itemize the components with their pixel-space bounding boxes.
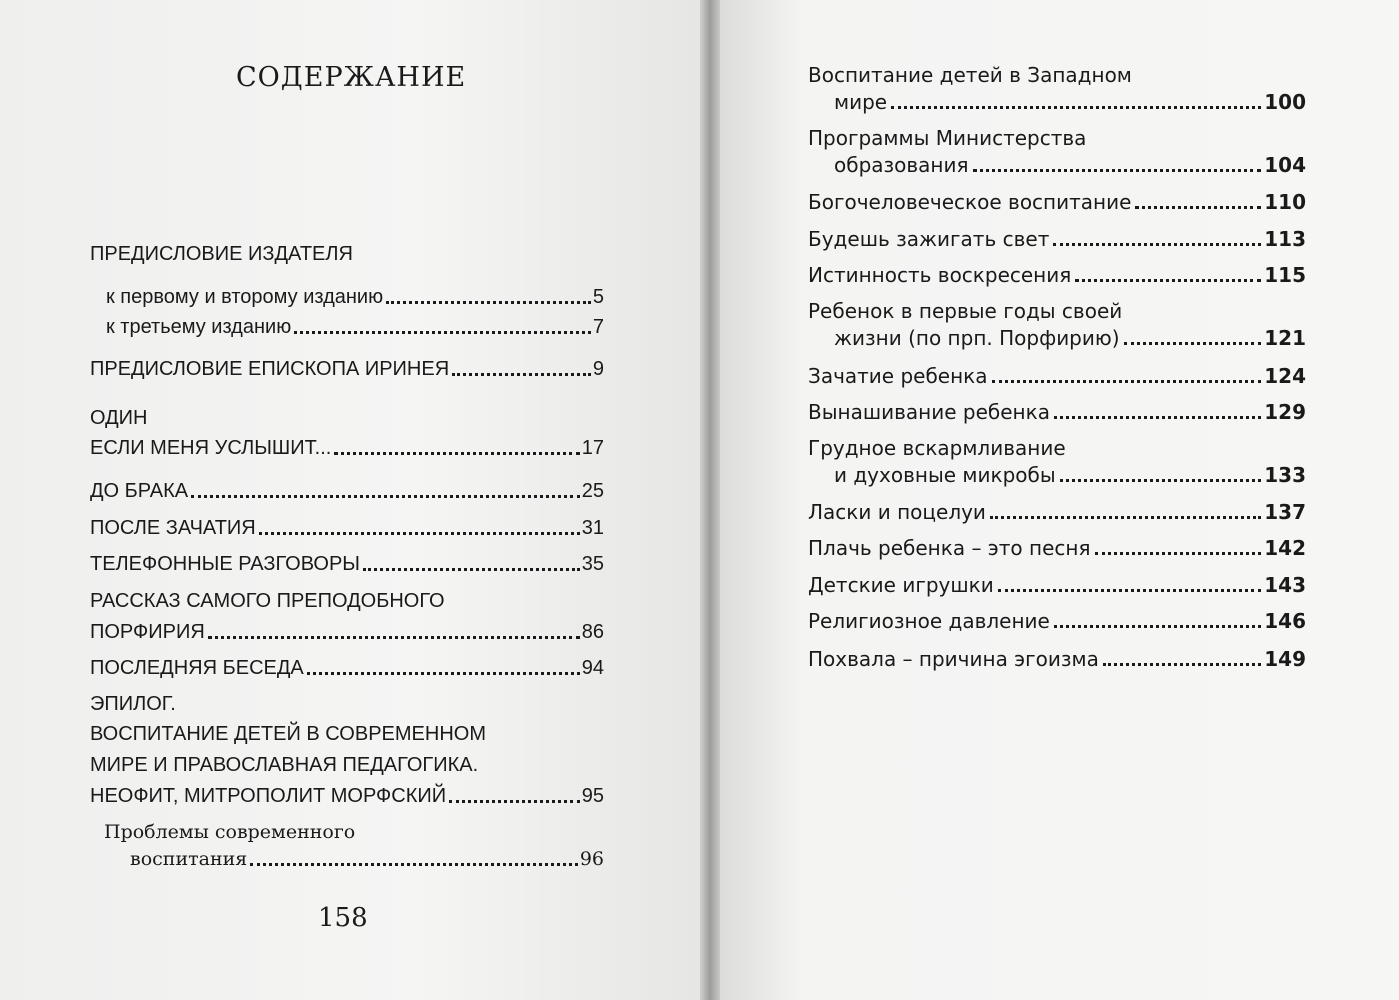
dot-leader (1053, 243, 1261, 246)
book-gutter (700, 0, 720, 1000)
dot-leader (1054, 625, 1261, 628)
toc-entry: ПРЕДИСЛОВИЕ ЕПИСКОПА ИРИНЕЯ 9 (90, 358, 604, 380)
dot-leader (334, 452, 579, 455)
dot-leader (1054, 416, 1261, 419)
toc-entry: Похвала – причина эгоизма 149 (808, 647, 1306, 671)
toc-entry: Ребенок в первые годы своей жизни (по прп. Порфирию) 121 (808, 299, 1306, 350)
toc-entry: Богочеловеческое воспитание 110 (808, 190, 1306, 214)
dot-leader (1103, 663, 1261, 666)
toc-entry: ДО БРАКА 25 (90, 480, 604, 502)
dot-leader (191, 495, 580, 498)
page-number: 158 (318, 903, 368, 933)
toc-entry: Будешь зажигать свет 113 (808, 227, 1306, 251)
toc-entry: Воспитание детей в Западном мире 100 (808, 63, 1306, 114)
dot-leader (891, 106, 1261, 109)
toc-entry: ТЕЛЕФОННЫЕ РАЗГОВОРЫ 35 (90, 553, 604, 575)
dot-leader (1095, 552, 1262, 555)
toc-entry: ПРЕДИСЛОВИЕ ИЗДАТЕЛЯ (90, 243, 353, 265)
toc-entry: Плачь ребенка – это песня 142 (808, 536, 1306, 560)
dot-leader (990, 516, 1261, 519)
toc-title: СОДЕРЖАНИЕ (236, 62, 467, 93)
toc-entry: ПОРФИРИЯ 86 (90, 621, 604, 643)
toc-entry: ПОСЛЕДНЯЯ БЕСЕДА 94 (90, 657, 604, 679)
dot-leader (452, 373, 591, 376)
toc-entry: Истинность воскресения 115 (808, 263, 1306, 287)
toc-entry: ОДИН (90, 407, 148, 429)
dot-leader (1135, 206, 1261, 209)
dot-leader (1124, 342, 1262, 345)
toc-entry: Проблемы современного (104, 821, 356, 843)
dot-leader (973, 169, 1262, 172)
dot-leader (250, 863, 578, 866)
toc-entry: МИРЕ И ПРАВОСЛАВНАЯ ПЕДАГОГИКА. (90, 754, 479, 776)
toc-entry: к первому и второму изданию 5 (106, 286, 604, 308)
toc-entry: Программы Министерства образования 104 (808, 126, 1306, 177)
dot-leader (1060, 479, 1262, 482)
toc-entry: Вынашивание ребенка 129 (808, 400, 1306, 424)
toc-entry: Ласки и поцелуи 137 (808, 500, 1306, 524)
dot-leader (1075, 279, 1261, 282)
toc-entry: воспитания 96 (130, 848, 604, 870)
toc-entry: ПОСЛЕ ЗАЧАТИЯ 31 (90, 517, 604, 539)
toc-entry: Детские игрушки 143 (808, 573, 1306, 597)
toc-entry: НЕОФИТ, МИТРОПОЛИТ МОРФСКИЙ 95 (90, 785, 604, 807)
toc-entry: ЭПИЛОГ. (90, 693, 176, 715)
dot-leader (259, 532, 580, 535)
toc-entry: Зачатие ребенка 124 (808, 364, 1306, 388)
toc-entry: Грудное вскармливание и духовные микробы 133 (808, 436, 1306, 487)
dot-leader (449, 800, 580, 803)
dot-leader (307, 672, 580, 675)
dot-leader (363, 568, 580, 571)
toc-entry: к третьему изданию 7 (106, 316, 604, 338)
dot-leader (992, 380, 1262, 383)
dot-leader (386, 301, 591, 304)
dot-leader (998, 589, 1262, 592)
dot-leader (208, 636, 580, 639)
toc-entry: Религиозное давление 146 (808, 609, 1306, 633)
dot-leader (294, 331, 591, 334)
toc-entry: ЕСЛИ МЕНЯ УСЛЫШИТ... 17 (90, 437, 604, 459)
toc-entry: РАССКАЗ САМОГО ПРЕПОДОБНОГО (90, 590, 445, 612)
toc-entry: ВОСПИТАНИЕ ДЕТЕЙ В СОВРЕМЕННОМ (90, 723, 486, 745)
